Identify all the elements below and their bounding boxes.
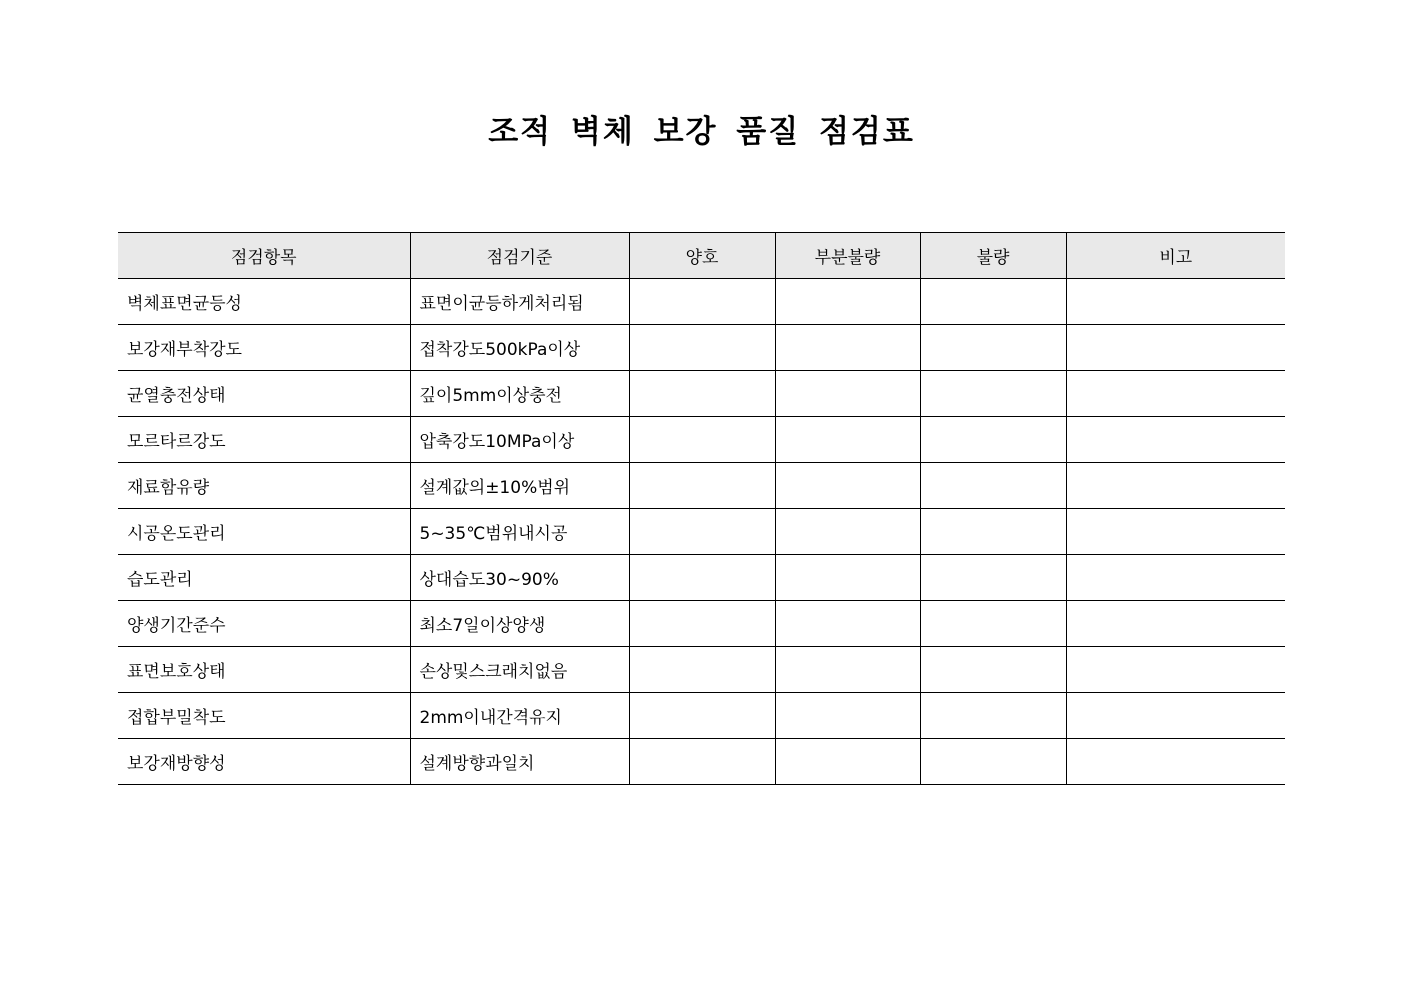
defect-cell[interactable] <box>920 647 1066 693</box>
item-cell: 접합부밀착도 <box>118 693 410 739</box>
criteria-cell: 표면이균등하게처리됨 <box>410 279 629 325</box>
partial-defect-cell[interactable] <box>775 555 920 601</box>
good-cell[interactable] <box>629 279 775 325</box>
partial-defect-cell[interactable] <box>775 463 920 509</box>
criteria-cell: 설계방향과일치 <box>410 739 629 785</box>
checklist-table <box>118 232 1285 785</box>
table-row <box>118 693 1285 739</box>
header-partial-defect: 부분불량 <box>775 233 920 279</box>
item-cell: 재료함유량 <box>118 463 410 509</box>
good-cell[interactable] <box>629 601 775 647</box>
table-row <box>118 463 1285 509</box>
defect-cell[interactable] <box>920 325 1066 371</box>
criteria-cell: 5~35℃범위내시공 <box>410 509 629 555</box>
note-cell[interactable] <box>1066 601 1285 647</box>
note-cell[interactable] <box>1066 371 1285 417</box>
defect-cell[interactable] <box>920 601 1066 647</box>
page-title: 조적 벽체 보강 품질 점검표 <box>488 114 915 150</box>
note-cell[interactable] <box>1066 417 1285 463</box>
criteria-cell: 설계값의±10%범위 <box>410 463 629 509</box>
partial-defect-cell[interactable] <box>775 739 920 785</box>
good-cell[interactable] <box>629 509 775 555</box>
defect-cell[interactable] <box>920 509 1066 555</box>
note-cell[interactable] <box>1066 325 1285 371</box>
note-cell[interactable] <box>1066 279 1285 325</box>
partial-defect-cell[interactable] <box>775 417 920 463</box>
table-row <box>118 555 1285 601</box>
criteria-cell: 압축강도10MPa이상 <box>410 417 629 463</box>
item-cell: 균열충전상태 <box>118 371 410 417</box>
header-row <box>118 233 1285 279</box>
defect-cell[interactable] <box>920 555 1066 601</box>
good-cell[interactable] <box>629 463 775 509</box>
table-row <box>118 325 1285 371</box>
item-cell: 표면보호상태 <box>118 647 410 693</box>
partial-defect-cell[interactable] <box>775 371 920 417</box>
criteria-cell: 손상및스크래치없음 <box>410 647 629 693</box>
item-cell: 벽체표면균등성 <box>118 279 410 325</box>
header-note: 비고 <box>1066 233 1285 279</box>
good-cell[interactable] <box>629 647 775 693</box>
defect-cell[interactable] <box>920 463 1066 509</box>
good-cell[interactable] <box>629 693 775 739</box>
defect-cell[interactable] <box>920 279 1066 325</box>
header-item: 점검항목 <box>118 233 410 279</box>
good-cell[interactable] <box>629 417 775 463</box>
partial-defect-cell[interactable] <box>775 325 920 371</box>
table-row <box>118 417 1285 463</box>
criteria-cell: 2mm이내간격유지 <box>410 693 629 739</box>
note-cell[interactable] <box>1066 509 1285 555</box>
note-cell[interactable] <box>1066 739 1285 785</box>
note-cell[interactable] <box>1066 693 1285 739</box>
table-row <box>118 509 1285 555</box>
criteria-cell: 깊이5mm이상충전 <box>410 371 629 417</box>
defect-cell[interactable] <box>920 693 1066 739</box>
partial-defect-cell[interactable] <box>775 693 920 739</box>
header-criteria: 점검기준 <box>410 233 629 279</box>
item-cell: 모르타르강도 <box>118 417 410 463</box>
table-row <box>118 601 1285 647</box>
note-cell[interactable] <box>1066 555 1285 601</box>
partial-defect-cell[interactable] <box>775 647 920 693</box>
table-row <box>118 279 1285 325</box>
item-cell: 양생기간준수 <box>118 601 410 647</box>
good-cell[interactable] <box>629 371 775 417</box>
criteria-cell: 상대습도30~90% <box>410 555 629 601</box>
partial-defect-cell[interactable] <box>775 601 920 647</box>
header-defect: 불량 <box>920 233 1066 279</box>
partial-defect-cell[interactable] <box>775 279 920 325</box>
item-cell: 보강재방향성 <box>118 739 410 785</box>
good-cell[interactable] <box>629 325 775 371</box>
header-good: 양호 <box>629 233 775 279</box>
defect-cell[interactable] <box>920 739 1066 785</box>
item-cell: 시공온도관리 <box>118 509 410 555</box>
table-row <box>118 739 1285 785</box>
criteria-cell: 접착강도500kPa이상 <box>410 325 629 371</box>
item-cell: 습도관리 <box>118 555 410 601</box>
criteria-cell: 최소7일이상양생 <box>410 601 629 647</box>
item-cell: 보강재부착강도 <box>118 325 410 371</box>
defect-cell[interactable] <box>920 417 1066 463</box>
defect-cell[interactable] <box>920 371 1066 417</box>
good-cell[interactable] <box>629 739 775 785</box>
good-cell[interactable] <box>629 555 775 601</box>
note-cell[interactable] <box>1066 463 1285 509</box>
table-row <box>118 647 1285 693</box>
partial-defect-cell[interactable] <box>775 509 920 555</box>
table-row <box>118 371 1285 417</box>
note-cell[interactable] <box>1066 647 1285 693</box>
